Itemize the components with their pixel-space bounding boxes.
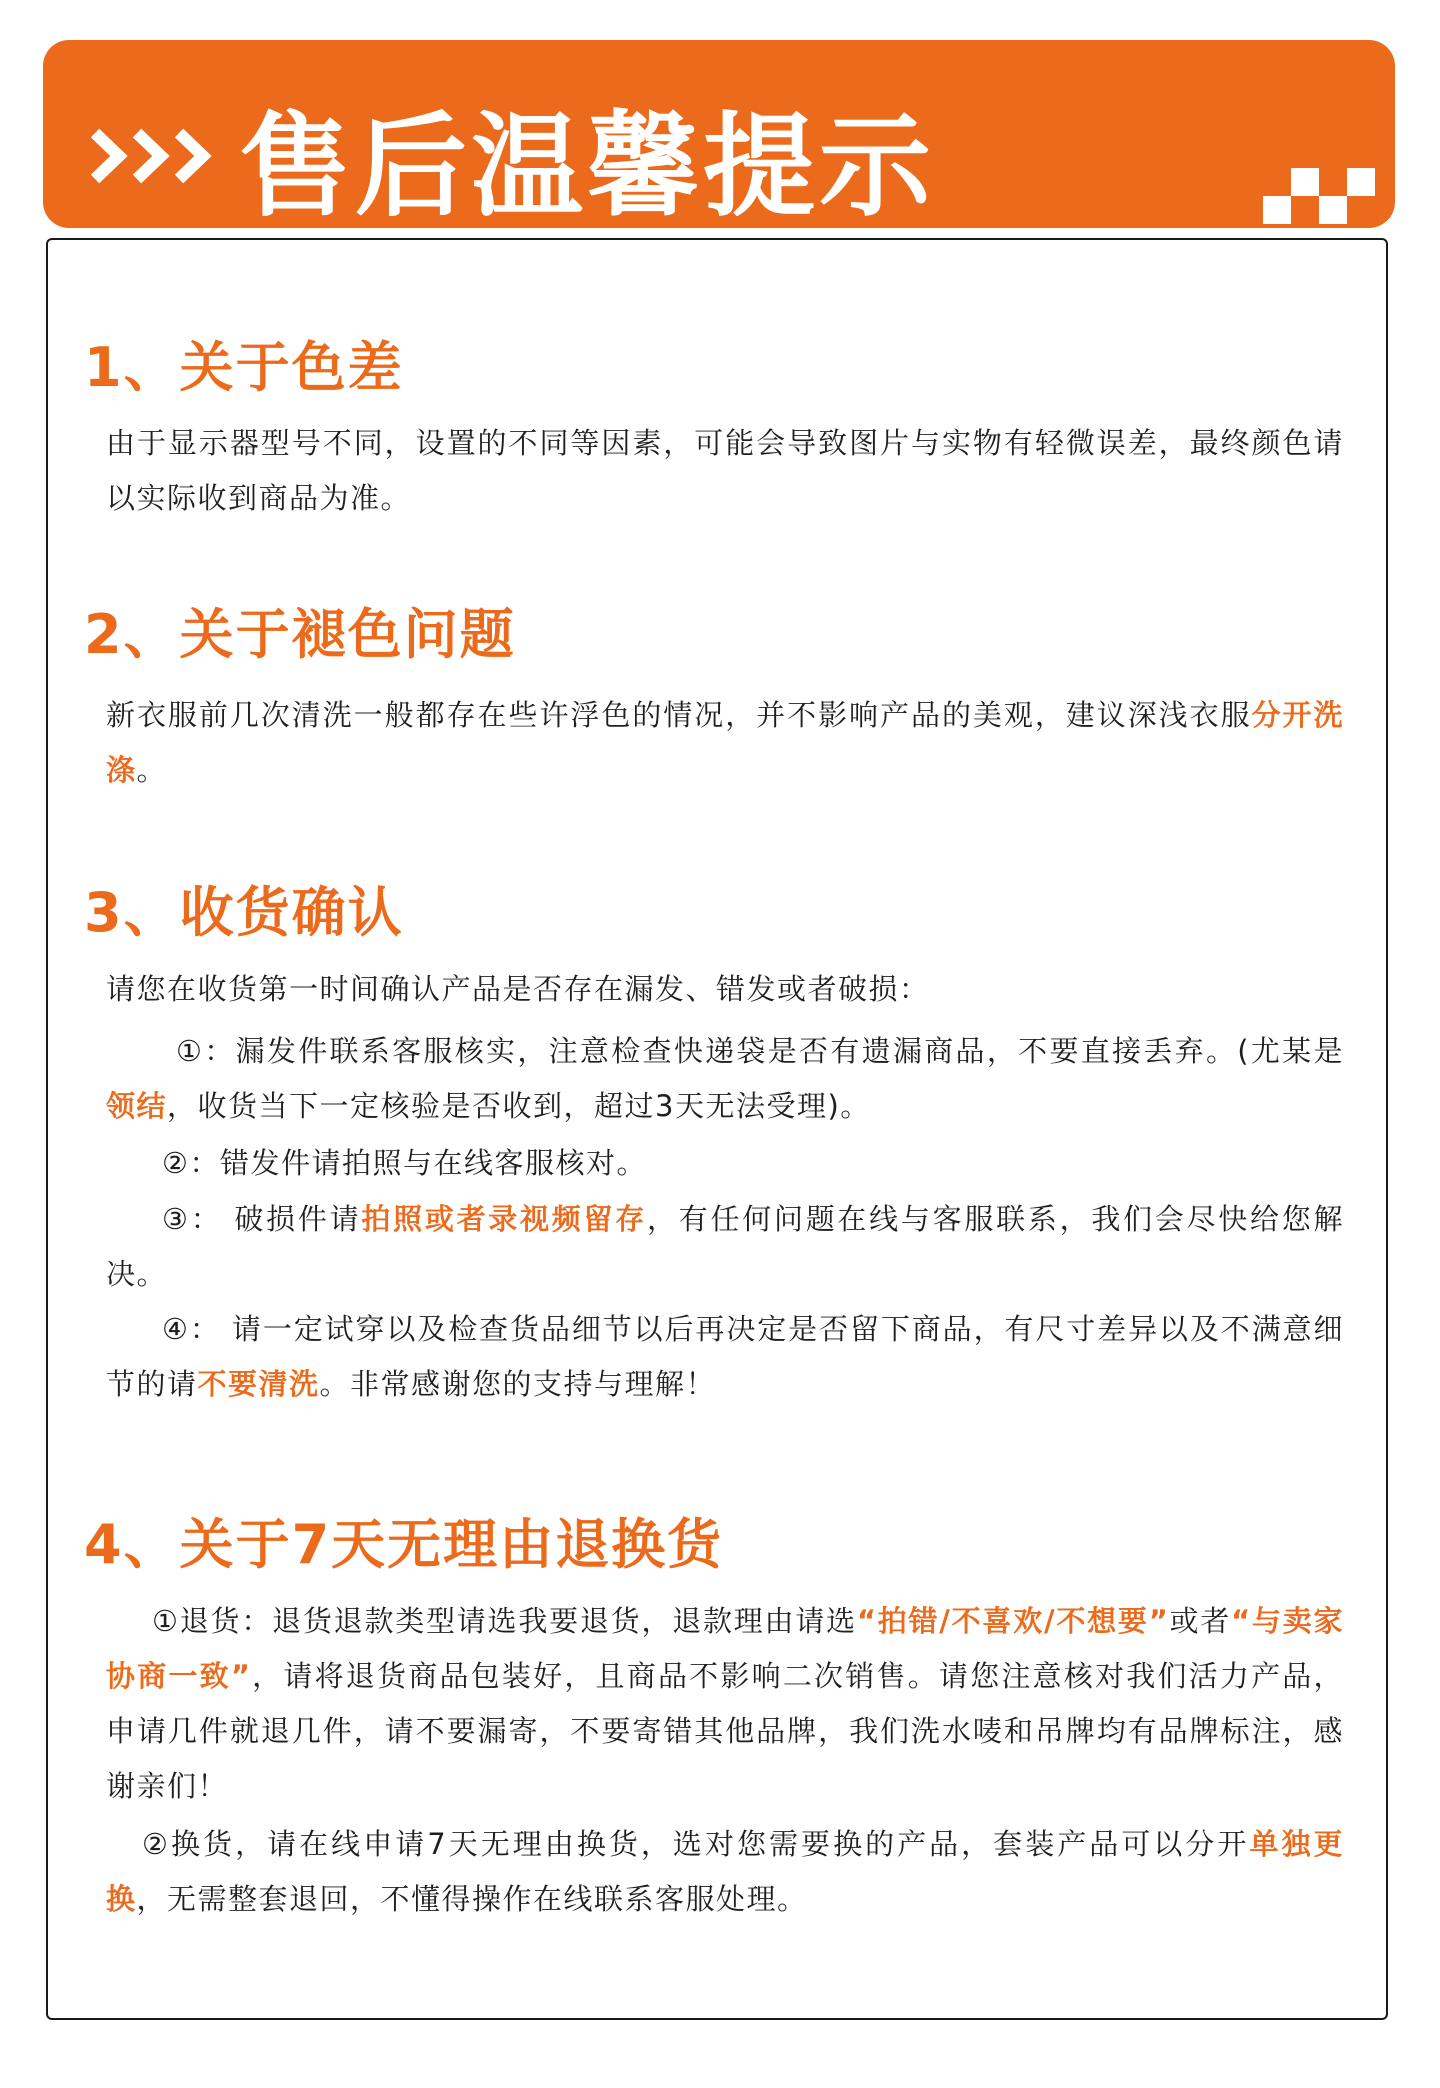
checker-pattern-icon bbox=[1263, 168, 1375, 224]
paragraph-text: ①退货：退货退款类型请选我要退货，退款理由请选 bbox=[152, 1604, 857, 1638]
section-title-receipt-check: 3、收货确认 bbox=[84, 881, 404, 944]
section-title-fading: 2、关于褪色问题 bbox=[84, 603, 516, 666]
paragraph-text: ，有任何问题在线与客服联系，我们会尽快给您解决。 bbox=[106, 1202, 1344, 1291]
header-banner bbox=[43, 40, 1395, 228]
section-paragraph bbox=[106, 1594, 1344, 1814]
highlighted-text: 拍照或者录视频留存 bbox=[361, 1202, 648, 1236]
section-paragraph bbox=[106, 1192, 1344, 1302]
section-paragraph bbox=[106, 1817, 1344, 1927]
section-paragraph bbox=[106, 962, 1344, 1017]
section-paragraph bbox=[106, 1024, 1344, 1134]
paragraph-text: ②：错发件请拍照与在线客服核对。 bbox=[162, 1146, 647, 1180]
paragraph-text: ，请将退货商品包装好，且商品不影响二次销售。请您注意核对我们活力产品，申请几件就退几件，请不要漏寄，不要寄错其他品牌，我们洗水唛和吊牌均有品牌标注，感谢亲们！ bbox=[106, 1659, 1344, 1803]
page-title: 售后温馨提示 bbox=[239, 102, 935, 228]
paragraph-text: 。 bbox=[136, 753, 168, 787]
section-paragraph bbox=[106, 1136, 1344, 1191]
highlighted-text: “与卖家协商一致” bbox=[106, 1604, 1344, 1693]
section-title-color-difference: 1、关于色差 bbox=[84, 336, 404, 399]
highlighted-text: “拍错/不喜欢/不想要” bbox=[856, 1604, 1170, 1638]
paragraph-text: ③： 破损件请 bbox=[162, 1202, 362, 1236]
section-paragraph bbox=[106, 1302, 1344, 1412]
paragraph-text: ④： 请一定试穿以及检查货品细节以后再决定是否留下商品，有尺寸差异以及不满意细节的请 bbox=[106, 1312, 1344, 1401]
paragraph-text: 或者 bbox=[1169, 1604, 1232, 1638]
paragraph-text: 。非常感谢您的支持与理解！ bbox=[319, 1367, 717, 1401]
highlighted-text: 分开洗涤 bbox=[106, 698, 1344, 787]
highlighted-text: 不要清洗 bbox=[197, 1367, 320, 1401]
section-paragraph bbox=[106, 688, 1344, 798]
paragraph-text: 新衣服前几次清洗一般都存在些许浮色的情况，并不影响产品的美观，建议深浅衣服 bbox=[106, 698, 1252, 732]
section-title-seven-day-return: 4、关于7天无理由退换货 bbox=[84, 1513, 724, 1576]
paragraph-text: 请您在收货第一时间确认产品是否存在漏发、错发或者破损： bbox=[106, 972, 930, 1006]
section-paragraph bbox=[106, 416, 1344, 526]
paragraph-text: ，收货当下一定核验是否收到，超过3天无法受理)。 bbox=[167, 1089, 871, 1123]
paragraph-text: ，无需整套退回，不懂得操作在线联系客服处理。 bbox=[136, 1882, 808, 1916]
highlighted-text: 领结 bbox=[106, 1089, 168, 1123]
highlighted-text: 单独更换 bbox=[106, 1827, 1344, 1916]
triple-chevron-right-icon bbox=[89, 125, 229, 187]
paragraph-text: 由于显示器型号不同，设置的不同等因素，可能会导致图片与实物有轻微误差，最终颜色请以实际收到商品为准。 bbox=[106, 426, 1344, 515]
paragraph-text: ①：漏发件联系客服核实，注意检查快递袋是否有遗漏商品，不要直接丢弃。(尤某是 bbox=[176, 1034, 1344, 1068]
paragraph-text: ②换货，请在线申请7天无理由换货，选对您需要换的产品，套装产品可以分开 bbox=[142, 1827, 1250, 1861]
